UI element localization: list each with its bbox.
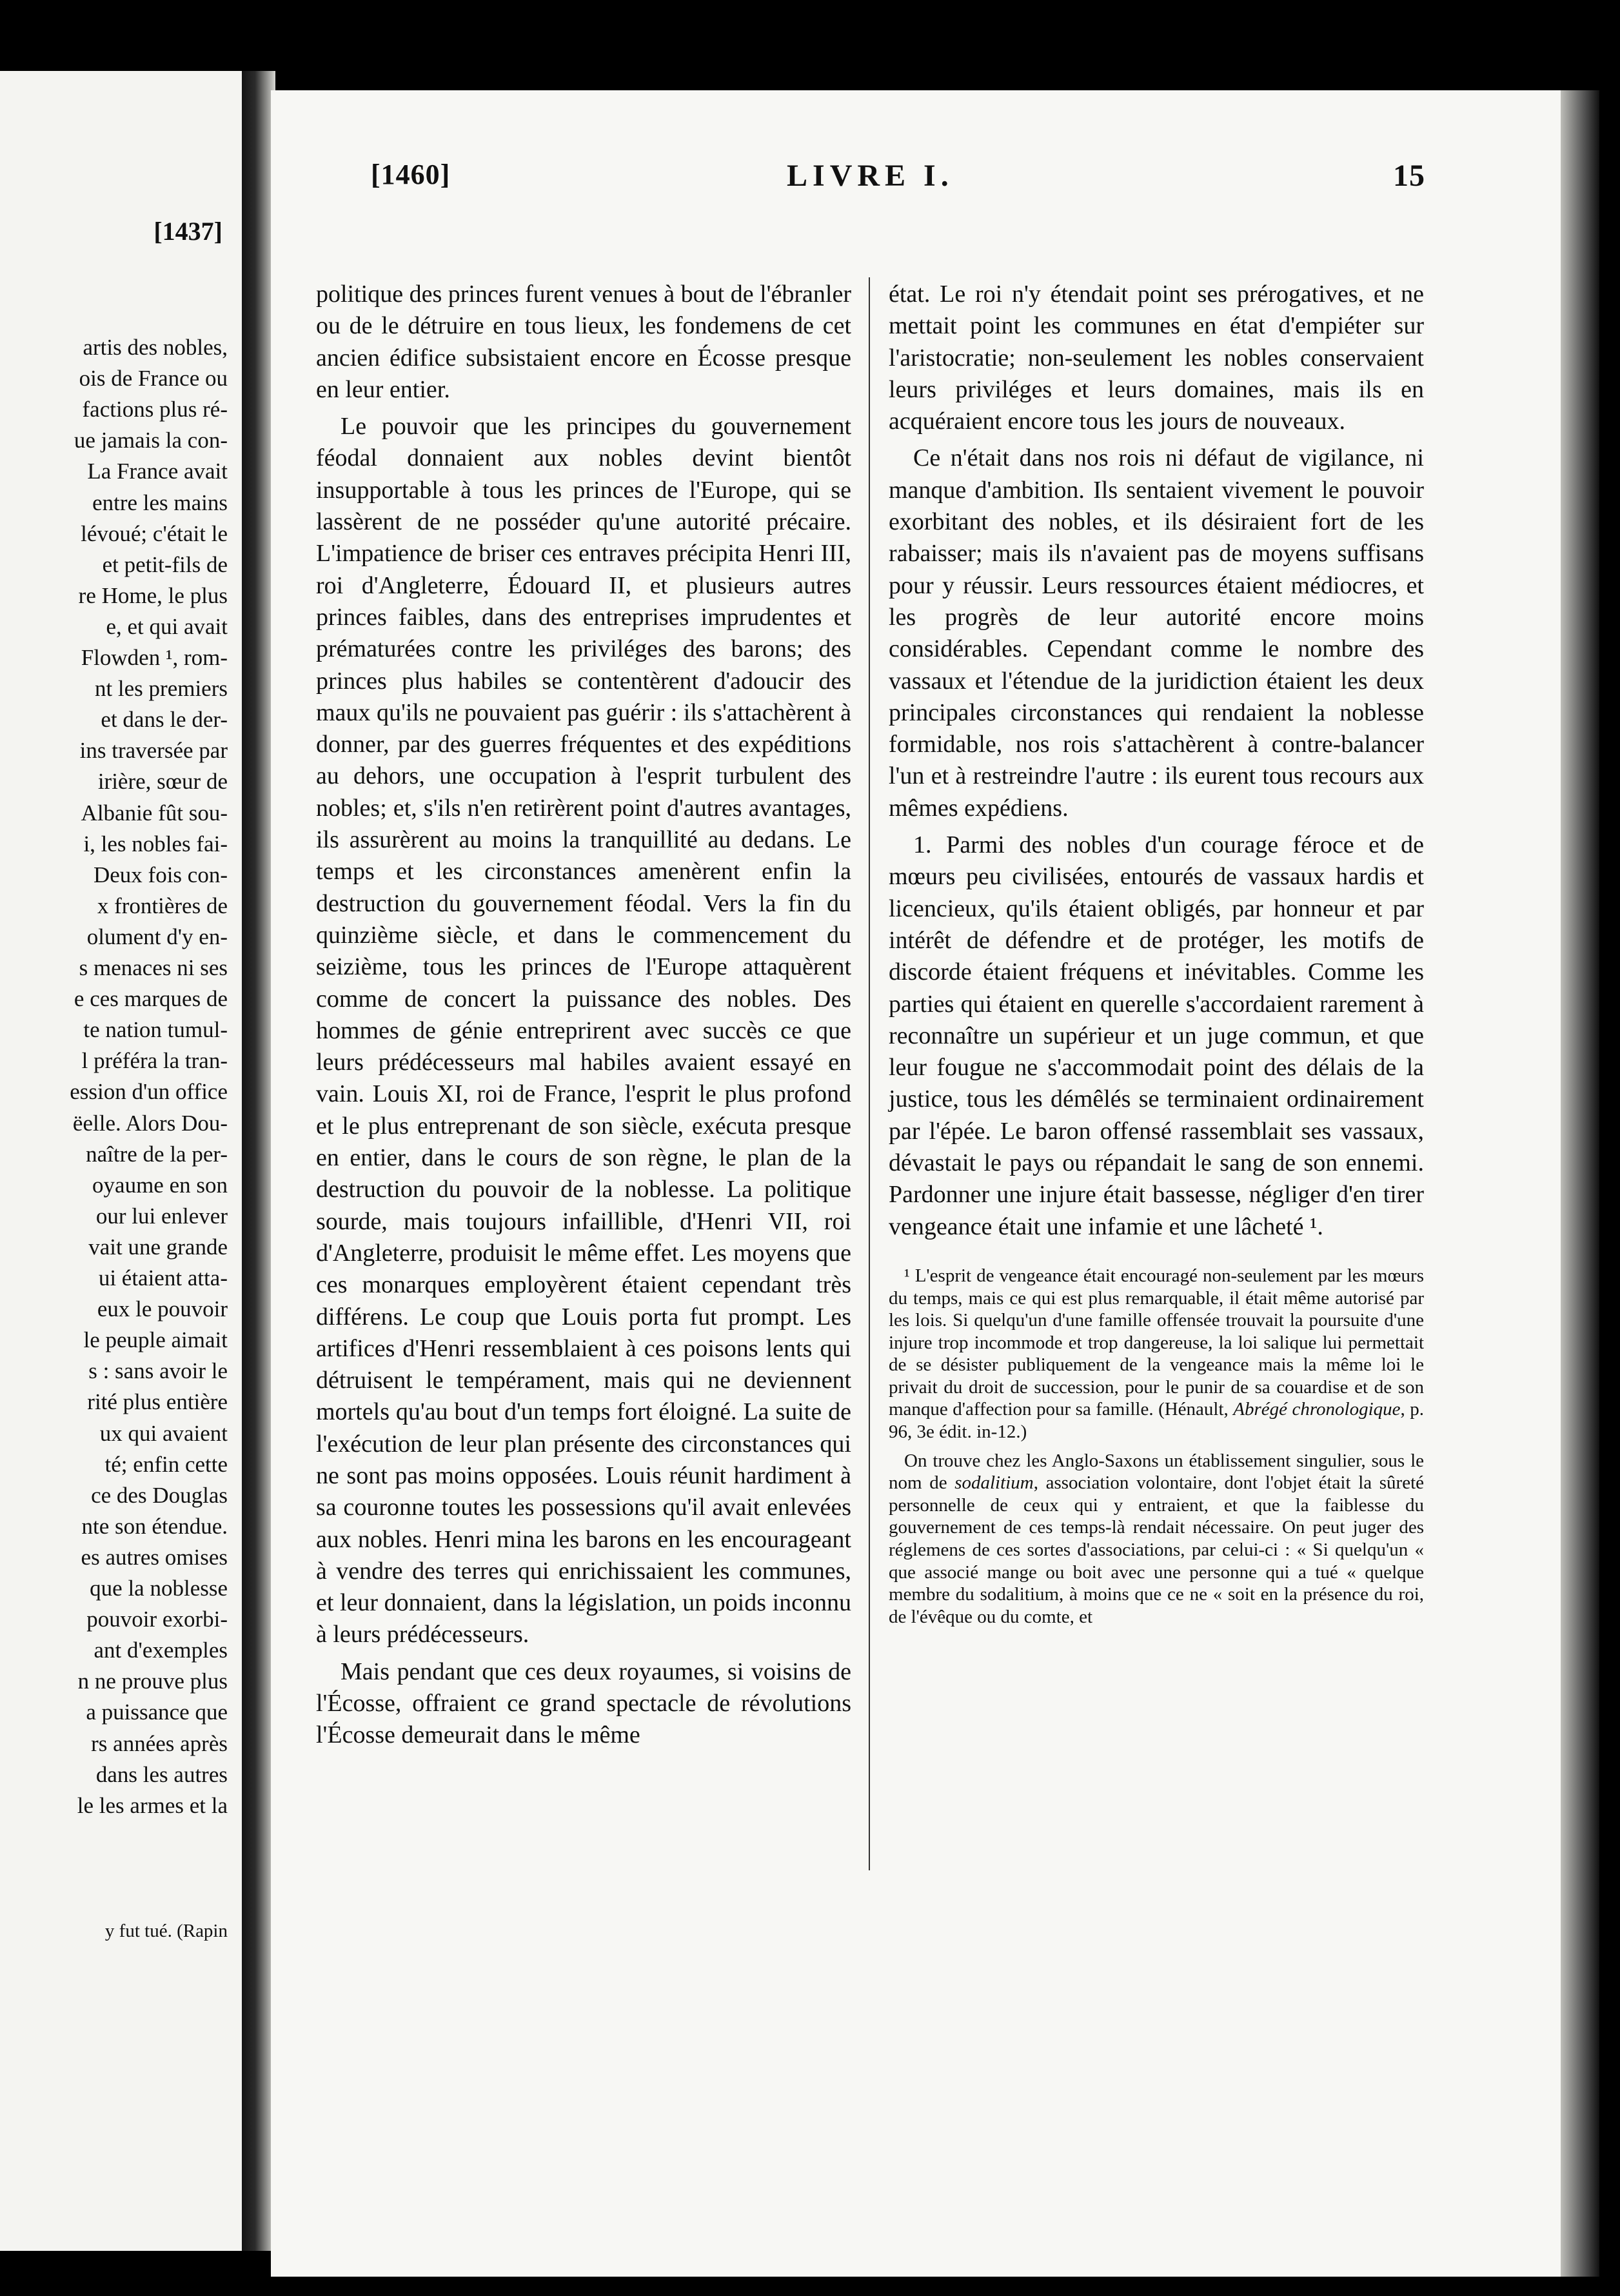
previous-page-line: le les armes et la (77, 1792, 228, 1818)
previous-page-line: La France avait (87, 459, 228, 484)
previous-page-line: naître de la per- (86, 1141, 228, 1167)
previous-page-line: que la noblesse (90, 1576, 228, 1601)
paragraph: Ce n'était dans nos rois ni défaut de vigilance, ni manque d'ambition. Ils sentaient vivement le pouvoir exorbitant des nobles, et ils désiraient fort de les rabaisser; mais ils n'avaient pas de moyens suffisans pour y réussir. Leurs ressources étaient médiocres, et les progrès de leur autorité encore moins considérables. Cependant comme le nombre des vassaux et l'étendue de la juridiction étaient les deux principales circonstances qui rendaient la noblesse formidable, nos rois s'attachèrent à contre-balancer l'un et à restreindre l'autre : ils eurent tous recours aux mêmes expédiens. (889, 444, 1424, 822)
previous-page-line: lévoué; c'était le (81, 520, 228, 546)
footnote-term: sodalitium (954, 1472, 1034, 1494)
previous-page-line: s : sans avoir le (88, 1358, 228, 1384)
previous-page-line: nte son étendue. (81, 1513, 228, 1539)
previous-page-line: n ne prouve plus (77, 1668, 228, 1694)
previous-page-line: ant d'exemples (94, 1638, 228, 1663)
previous-page-line: factions plus ré- (82, 397, 228, 422)
previous-page-line: ois de France ou (79, 366, 228, 391)
previous-page-line: entre les mains (92, 490, 228, 515)
footnotes (889, 1265, 1424, 1628)
previous-page-line: ce des Douglas (91, 1482, 228, 1508)
paragraph: 1. Parmi des nobles d'un courage féroce et de mœurs peu civilisées, entourés de vassaux hardis et licencieux, qu'ils étaient obligés, par honneur et par intérêt de défendre et de protéger, les motifs de discorde étaient fréquens et inévitables. Comme les parties qui étaient en querelle s'accordaient rarement à reconnaître un supérieur et un juge commun, et que leur fougue ne s'accommodait point des délais de la justice, tous les démêlés se terminaient ordinairement par l'épée. Le baron offensé rassemblait ses vassaux, dévastait le pays ou répandait le sang de son ennemi. Pardonner une injure était bassesse, négliger d'en tirer vengeance était une infamie et une lâcheté ¹. (889, 831, 1424, 1240)
previous-page-line: dans les autres (95, 1761, 228, 1787)
previous-page-line: e, et qui avait (106, 613, 228, 639)
previous-page-footnote: y fut tué. (Rapin (104, 1921, 228, 1941)
running-year: [1460] (371, 159, 451, 190)
previous-page-line: le peuple aimait (83, 1327, 228, 1353)
paragraph: Mais pendant que ces deux royaumes, si voisins de l'Écosse, offraient ce grand spectacle de révolutions l'Écosse demeurait dans le même (316, 1658, 851, 1749)
paragraph: Le pouvoir que les principes du gouvernement féodal donnaient aux nobles devint bientôt insupportable à tous les princes de l'Europe, qui se lassèrent de ne posséder qu'une autorité précaire. L'impatience de briser ces entraves précipita Henri III, roi d'Angleterre, Édouard II, et plusieurs autres princes faibles, dans des entreprises imprudentes et prématurées contre les priviléges des barons; des princes plus habiles se contentèrent d'adoucir des maux qu'ils ne pouvaient pas guérir : ils s'attachèrent à donner, par des guerres fréquentes et des expéditions au dehors, une occupation à l'esprit turbulent des nobles; et, s'ils n'en retirèrent point d'autres avantages, ils assurèrent au moins la tranquillité au dedans. Le temps et les circonstances amenèrent enfin la destruction du gouvernement féodal. Vers la fin du quinzième siècle, et dans le commencement du seizième, tous les princes de l'Europe attaquèrent comme de concert la puissance des nobles. Des hommes de génie entreprirent avec succès ce que leurs prédécesseurs mal habiles avaient essayé en vain. Louis XI, roi de France, l'esprit le plus profond et le plus entreprenant de son siècle, exécuta presque en entier, dans le cours de son règne, le plan de la destruction du pouvoir de la noblesse. La politique sourde, mais toujours infaillible, d'Henri VII, roi d'Angleterre, produisit le même effet. Les moyens que ces monarques employèrent étaient cependant très différens. Le coup que Louis porta fut prompt. Les artifices d'Henri ressemblaient à ces poisons lents qui détruisent le tempérament, mais qui ne deviennent mortels qu'au bout d'un temps fort éloigné. La suite de l'exécution de leur plan présente des circonstances qui ne sont pas moins opposées. Louis réunit hardiment à sa couronne toutes les possessions qu'il avait enlevées aux nobles. Henri mina les barons en les encourageant à vendre des terres qui enrichissaient les communes, et leur donnaient, dans la législation, un poids inconnu à leurs prédécesseurs. (316, 413, 851, 1648)
previous-page-line: ue jamais la con- (74, 428, 228, 453)
previous-page-line: ession d'un office (70, 1079, 228, 1105)
previous-page-line: a puissance que (86, 1699, 228, 1725)
footnote-citation: Abrégé chronologique (1233, 1399, 1401, 1420)
previous-page-line: nt les premiers (94, 676, 228, 702)
previous-page-line: olument d'y en- (86, 924, 228, 949)
previous-page-line: irière, sœur de (97, 769, 228, 795)
previous-page-line: eux le pouvoir (97, 1296, 228, 1322)
previous-page-line: te nation tumul- (83, 1017, 228, 1043)
previous-page-line: es autres omises (81, 1544, 228, 1570)
left-text-column (316, 279, 851, 1757)
previous-page-line: ins traversée par (79, 738, 228, 764)
previous-page-line: Deux fois con- (93, 862, 228, 887)
previous-page-line: vait une grande (88, 1234, 228, 1260)
footnote (889, 1265, 1424, 1443)
previous-page-line: our lui enlever (95, 1203, 228, 1229)
previous-page-line: pouvoir exorbi- (86, 1607, 228, 1632)
footnote-text: , p. 96, 3e édit. in-12.) (889, 1399, 1424, 1443)
previous-page-line: té; enfin cette (104, 1451, 228, 1477)
previous-page-line: et petit-fils de (102, 551, 228, 577)
previous-page-header: [1437] (153, 217, 222, 246)
footnote-text: ¹ L'esprit de vengeance était encouragé non-seulement par les mœurs du temps, mais ce qui est plus remarquable, il était même autorisé par les lois. Si quelqu'un d'une famille offensée trouvait la poursuite d'une injure trop incommode et trop dangereuse, la loi salique lui permettait de se désister publiquement de la vengeance mais la même loi le privait du droit de succession, pour le punir de sa couardise et de son manque d'affection pour sa famille. (Hénault, (889, 1265, 1424, 1420)
previous-page-line: s menaces ni ses (79, 955, 228, 980)
paragraph: état. Le roi n'y étendait point ses prérogatives, et ne mettait point les communes en état d'empiéter sur l'aristocratie; non-seulement les nobles conservaient leurs priviléges et leurs domaines, mais ils en acquéraient encore tous les jours de nouveaux. (889, 281, 1424, 435)
page-number: 15 (1393, 159, 1425, 193)
previous-page-line: et dans le der- (101, 707, 228, 733)
previous-page-line: e ces marques de (74, 986, 228, 1012)
previous-page-line: ui étaient atta- (98, 1265, 228, 1291)
footnote-text: , association volontaire, dont l'objet était la sûreté personnelle de ceux qui y entraient, et que la faiblesse du gouvernement de ces temps-là rendait nécessaire. On peut juger des réglemens de ces sortes d'associations, par celui-ci : « Si quelqu'un « que associé mange ou boit avec une personne qui a tué « quelque membre du sodalitium, à moins que ce ne « soit en la présence du roi, de l'évêque ou du comte, et (889, 1472, 1425, 1627)
previous-page-line: x frontières de (97, 893, 228, 918)
previous-page-line: rité plus entière (87, 1389, 228, 1415)
previous-page-line: Flowden ¹, rom- (81, 645, 228, 670)
page-edge (1561, 90, 1599, 2277)
previous-page-line: Albanie fût sou- (81, 800, 228, 826)
previous-page-line: ux qui avaient (99, 1420, 228, 1446)
column-rule (869, 277, 870, 1870)
previous-page-line: l préféra la tran- (81, 1048, 228, 1074)
previous-page-fragment (0, 71, 242, 2251)
previous-page-line: oyaume en son (92, 1172, 228, 1198)
footnote-text: On trouve chez les Anglo-Saxons un établissement singulier, sous le nom de (889, 1450, 1424, 1494)
previous-page-line: i, les nobles fai- (83, 831, 228, 856)
page-title: LIVRE I. (787, 159, 954, 193)
right-text-column (889, 279, 1424, 1634)
previous-page-line: ëelle. Alors Dou- (72, 1110, 228, 1136)
previous-page-line: artis des nobles, (83, 335, 228, 360)
previous-page-line: rs années après (91, 1730, 228, 1756)
previous-page-line: re Home, le plus (78, 582, 228, 608)
paragraph: politique des princes furent venues à bout de l'ébranler ou de le détruire en tous lieux, les fondemens de cet ancien édifice subsistaient encore en Écosse presque en leur entier. (316, 281, 851, 403)
footnote (889, 1450, 1424, 1628)
